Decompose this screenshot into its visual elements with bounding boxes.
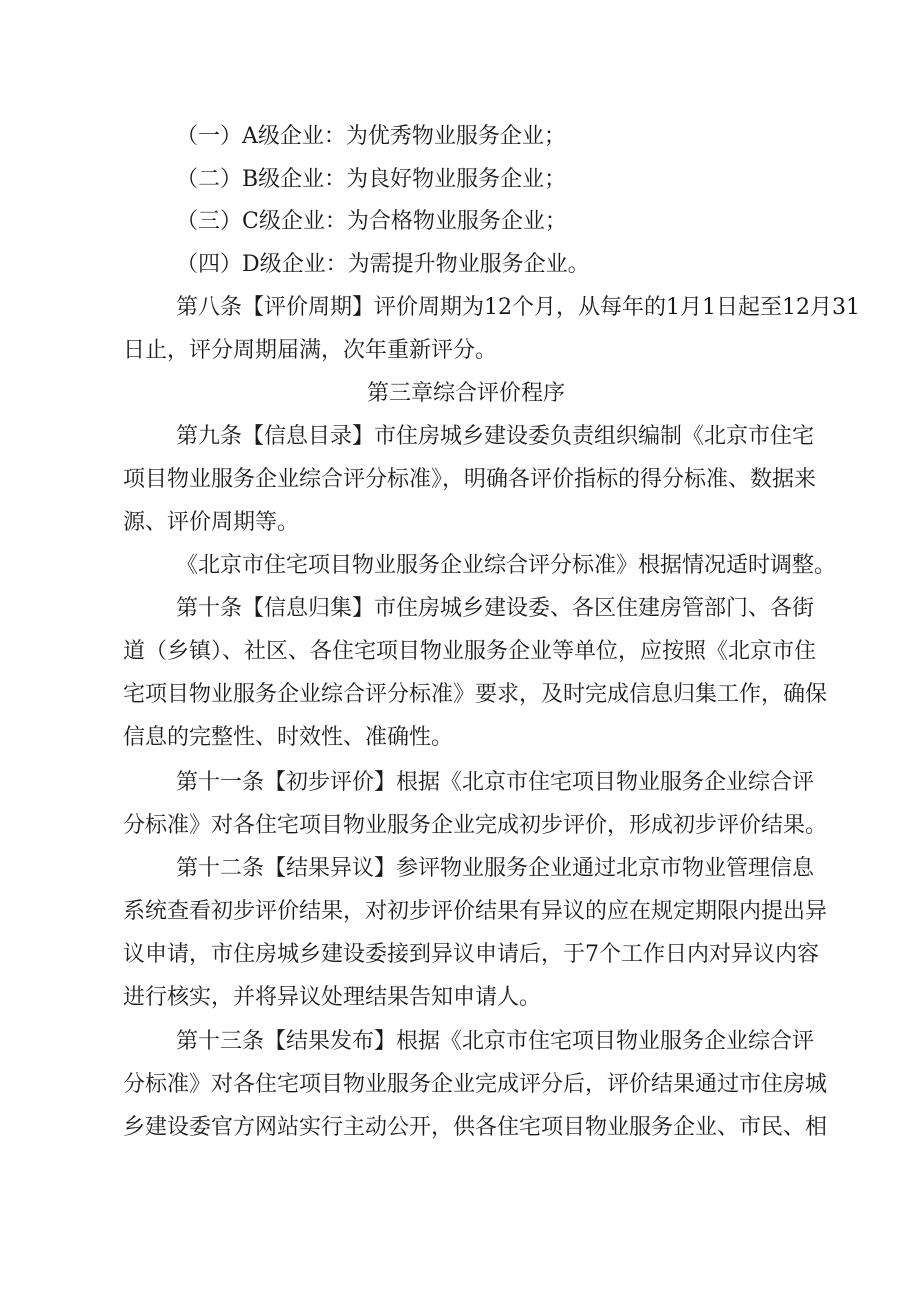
grade-a-line: （一）A级企业：为优秀物业服务企业； (176, 124, 566, 149)
article-12-line-2: 系统查看初步评价结果，对初步评价结果有异议的应在规定期限内提出异 (123, 899, 828, 924)
article-13-line-2: 分标准》对各住宅项目物业服务企业完成评分后，评价结果通过市住房城 (123, 1072, 828, 1097)
article-10-line-4: 信息的完整性、时效性、准确性。 (123, 725, 454, 750)
article-11-line-2: 分标准》对各住宅项目物业服务企业完成初步评价，形成初步评价结果。 (123, 813, 828, 838)
article-9-line-2: 项目物业服务企业综合评分标准》，明确各评价指标的得分标准、数据来 (123, 467, 817, 492)
chapter-heading: 第三章综合评价程序 (366, 381, 565, 406)
article-8-line-1: 第八条【评价周期】评价周期为12个月，从每年的1月1日起至12月31 (176, 295, 860, 320)
article-11-line-1: 第十一条【初步评价】根据《北京市住宅项目物业服务企业综合评 (176, 770, 815, 795)
article-12-line-4: 进行核实，并将异议处理结果告知申请人。 (123, 985, 542, 1010)
article-10-line-1: 第十条【信息归集】市住房城乡建设委、各区住建房管部门、各街 (176, 596, 815, 621)
article-8-line-2: 日止，评分周期届满，次年重新评分。 (123, 338, 498, 363)
article-12-line-1: 第十二条【结果异议】参评物业服务企业通过北京市物业管理信息 (176, 856, 815, 881)
article-9-line-1: 第九条【信息目录】市住房城乡建设委负责组织编制《北京市住宅 (176, 424, 815, 449)
article-10-line-2: 道（乡镇）、社区、各住宅项目物业服务企业等单位，应按照《北京市住 (123, 639, 817, 664)
article-9-line-3: 源、评价周期等。 (123, 510, 300, 535)
grade-c-line: （三）C级企业：为合格物业服务企业； (176, 209, 567, 234)
standard-adjust-line: 《北京市住宅项目物业服务企业综合评分标准》根据情况适时调整。 (176, 553, 837, 578)
article-13-line-3: 乡建设委官方网站实行主动公开，供各住宅项目物业服务企业、市民、相 (123, 1115, 828, 1140)
article-10-line-3: 宅项目物业服务企业综合评分标准》要求，及时完成信息归集工作，确保 (123, 682, 828, 707)
grade-b-line: （二）B级企业：为良好物业服务企业； (176, 167, 567, 192)
article-13-line-1: 第十三条【结果发布】根据《北京市住宅项目物业服务企业综合评 (176, 1029, 815, 1054)
grade-d-line: （四）D级企业：为需提升物业服务企业。 (176, 252, 590, 277)
article-12-line-3: 议申请，市住房城乡建设委接到异议申请后，于7个工作日内对异议内容 (123, 942, 819, 967)
